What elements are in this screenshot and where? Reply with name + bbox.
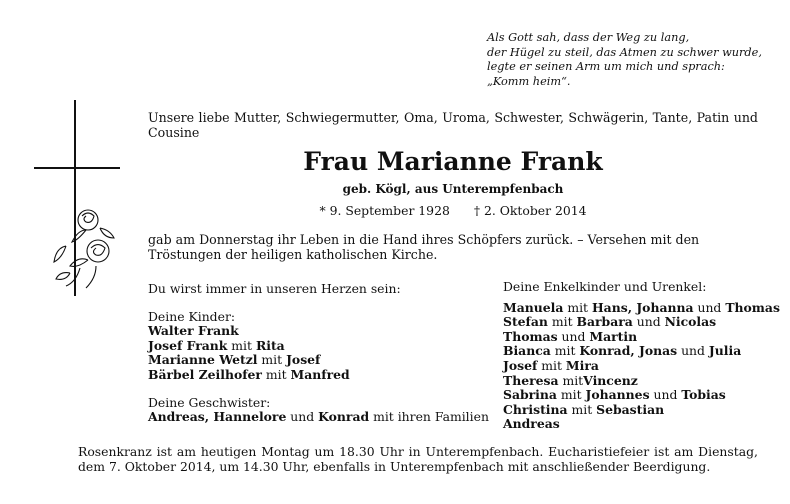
grandchild-name: Thomas bbox=[725, 299, 780, 315]
child-line bbox=[148, 339, 488, 354]
connector: mit bbox=[537, 357, 566, 373]
connector: mit bbox=[257, 352, 287, 368]
connector: und bbox=[557, 328, 590, 344]
grandchild-name: Manuela bbox=[503, 299, 564, 315]
grandchild-line bbox=[503, 417, 763, 432]
grandchild-name: Vincenz bbox=[583, 372, 638, 388]
grandchild-name: Thomas bbox=[503, 328, 558, 344]
grandchild-line bbox=[503, 403, 763, 418]
grandchild-name: Josef bbox=[503, 357, 538, 373]
connector: mit bbox=[550, 343, 580, 359]
siblings-heading: Deine Geschwister: bbox=[148, 394, 271, 410]
family-left-column bbox=[148, 282, 488, 425]
connector: mit bbox=[556, 387, 586, 403]
grandchild-line bbox=[503, 374, 763, 389]
child-name: Walter Frank bbox=[148, 323, 239, 339]
grandchild-name: Barbara bbox=[576, 314, 633, 330]
family-right-column bbox=[503, 279, 780, 432]
intro-text: Unsere liebe Mutter, Schwiegermutter, Oma, Uroma, Schwester, Schwägerin, Tante, Patin und Cousine bbox=[148, 110, 758, 140]
grandchild-name: Hans, Johanna bbox=[591, 299, 694, 315]
grandchild-name: Johannes bbox=[585, 387, 650, 403]
partner-name: Josef bbox=[286, 352, 321, 368]
child-name: Bärbel Zeilhofer bbox=[148, 366, 262, 382]
connector: und bbox=[677, 343, 709, 359]
connector: und bbox=[286, 409, 319, 425]
children-heading: Deine Kinder: bbox=[148, 308, 236, 324]
connector: und bbox=[649, 387, 682, 403]
connector: mit bbox=[261, 366, 291, 382]
child-line bbox=[148, 368, 488, 383]
grandchild-line bbox=[503, 388, 763, 403]
cross-with-roses-icon bbox=[30, 98, 125, 298]
grandchild-line bbox=[503, 330, 763, 345]
connector: und bbox=[693, 299, 726, 315]
grandchild-line bbox=[503, 359, 763, 374]
passing-text: gab am Donnerstag ihr Leben in die Hand ihres Schöpfers zurück. – Versehen mit den Tröstungen der heiligen katholischen Kirche. bbox=[148, 232, 700, 262]
grandchild-name: Sabrina bbox=[503, 387, 557, 403]
grandchild-name: Christina bbox=[503, 401, 568, 417]
life-dates bbox=[148, 203, 758, 218]
grandchild-name: Andreas bbox=[503, 416, 560, 432]
grandchild-name: Sebastian bbox=[596, 401, 665, 417]
connector: mit bbox=[547, 314, 577, 330]
grandchild-line bbox=[503, 299, 780, 316]
grandchildren-heading: Deine Enkelkinder und Urenkel: bbox=[503, 279, 707, 294]
death-date: † 2. Oktober 2014 bbox=[473, 203, 587, 218]
connector: mit ihren Familien bbox=[369, 409, 489, 425]
grandchild-name: Konrad, Jonas bbox=[579, 343, 678, 359]
grandchild-name: Stefan bbox=[503, 314, 548, 330]
poem bbox=[487, 31, 777, 89]
poem-line: der Hügel zu steil, das Atmen zu schwer wurde, bbox=[487, 45, 762, 59]
child-line bbox=[148, 324, 488, 339]
child-name: Marianne Wetzl bbox=[148, 352, 258, 368]
poem-line: Als Gott sah, dass der Weg zu lang, bbox=[487, 31, 690, 44]
siblings-line bbox=[148, 410, 488, 425]
heart-line: Du wirst immer in unseren Herzen sein: bbox=[148, 281, 401, 296]
grandchild-name: Tobias bbox=[681, 387, 726, 403]
poem-line: legte er seinen Arm um mich und sprach: bbox=[487, 60, 725, 73]
grandchild-name: Bianca bbox=[503, 343, 551, 359]
birth-date: * 9. September 1928 bbox=[319, 203, 450, 218]
maiden-name: geb. Kögl, aus Unterempfenbach bbox=[342, 182, 564, 196]
poem-line: „Komm heim“. bbox=[487, 74, 571, 88]
grandchild-line bbox=[503, 315, 763, 330]
connector: und bbox=[632, 314, 665, 330]
grandchild-name: Theresa bbox=[503, 372, 559, 388]
sibling-names: Andreas, Hannelore bbox=[148, 409, 287, 425]
sibling-name: Konrad bbox=[318, 409, 370, 425]
connector: mit bbox=[567, 401, 597, 417]
connector: mit bbox=[558, 372, 584, 388]
connector: mit bbox=[227, 337, 256, 353]
child-line bbox=[148, 353, 488, 368]
deceased-name: Frau Marianne Frank bbox=[303, 147, 603, 176]
grandchild-line bbox=[503, 344, 763, 359]
grandchild-name: Mira bbox=[565, 357, 599, 373]
partner-name: Rita bbox=[255, 337, 285, 353]
grandchild-name: Julia bbox=[708, 343, 742, 359]
grandchild-name: Nicolas bbox=[664, 314, 717, 330]
connector: mit bbox=[563, 299, 592, 315]
grandchild-name: Martin bbox=[589, 328, 638, 344]
child-name: Josef Frank bbox=[148, 337, 228, 353]
partner-name: Manfred bbox=[290, 366, 350, 382]
service-info: Rosenkranz ist am heutigen Montag um 18.30 Uhr in Unterempfenbach. Eucharistiefeier ist am Dienstag, dem 7. Oktober 2014, um 14.30 Uhr, ebenfalls in Unterempfenbach mit anschließender Beerdigung. bbox=[78, 444, 758, 474]
